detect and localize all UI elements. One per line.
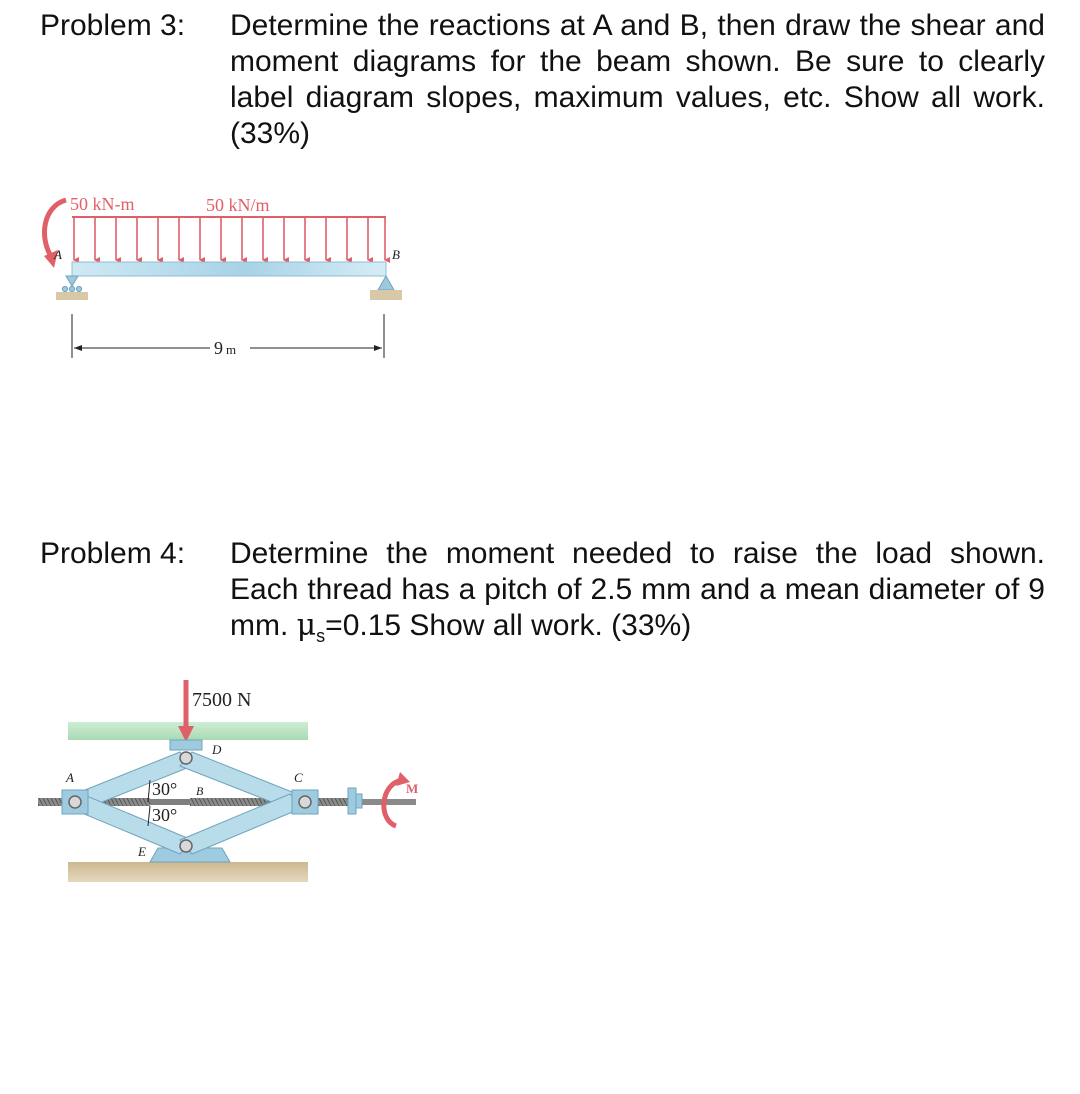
- pin-support-b: [370, 276, 402, 300]
- support-a-label: A: [54, 247, 62, 262]
- distributed-load-label: 50 kN/m: [206, 195, 270, 215]
- angle-lower-label: 30°: [152, 805, 178, 825]
- distributed-load-arrows: [74, 217, 385, 260]
- pin-c: [299, 796, 311, 808]
- pin-a: [69, 796, 81, 808]
- handle-collar: [348, 788, 356, 814]
- ground: [68, 862, 308, 882]
- problem-4-text-end: =0.15 Show all work. (33%): [325, 609, 692, 642]
- problem-3-text: Determine the reactions at A and B, then draw the shear and moment diagrams for the beam shown. Be sure to clearly label diagram slopes, maximum values, etc. Show all work. (33%): [230, 9, 1045, 150]
- point-b-label: B: [196, 784, 204, 798]
- point-c-label: C: [294, 770, 303, 785]
- load-label: 7500 N: [192, 689, 252, 711]
- angle-upper-label: 30°: [152, 779, 178, 799]
- problem-4-text: [230, 536, 1045, 654]
- support-b-label: B: [392, 247, 400, 262]
- beam: [72, 262, 386, 276]
- scissor-jack-diagram: [30, 676, 430, 886]
- pin-d: [180, 752, 192, 764]
- roller-support-a: [56, 276, 88, 300]
- point-d-label: D: [212, 742, 222, 757]
- scissor-jack-figure: [30, 676, 430, 886]
- beam-figure: [30, 186, 420, 362]
- problem-3-label: Problem 3:: [40, 9, 186, 42]
- span-unit: m: [226, 342, 237, 357]
- couple-moment-label: 50 kN-m: [70, 194, 135, 214]
- point-a-label: A: [66, 770, 74, 785]
- pin-e: [180, 840, 192, 852]
- point-e-label: E: [138, 844, 146, 859]
- span-value: 9: [214, 338, 223, 358]
- friction-coefficient-subscript: s: [316, 626, 326, 646]
- problem-4-text-main: Determine the moment needed to raise the load shown. Each thread has a pitch of 2.5 mm and a mean diameter of 9 mm.: [230, 537, 1045, 642]
- handle-collar-inner: [356, 794, 362, 808]
- friction-coefficient-symbol: μ: [296, 608, 317, 643]
- screw-thread-right: [314, 798, 352, 806]
- beam-diagram: [30, 186, 420, 362]
- moment-label: M: [406, 781, 419, 796]
- top-block-d: [170, 740, 202, 750]
- problem-4-label: Problem 4:: [40, 537, 186, 570]
